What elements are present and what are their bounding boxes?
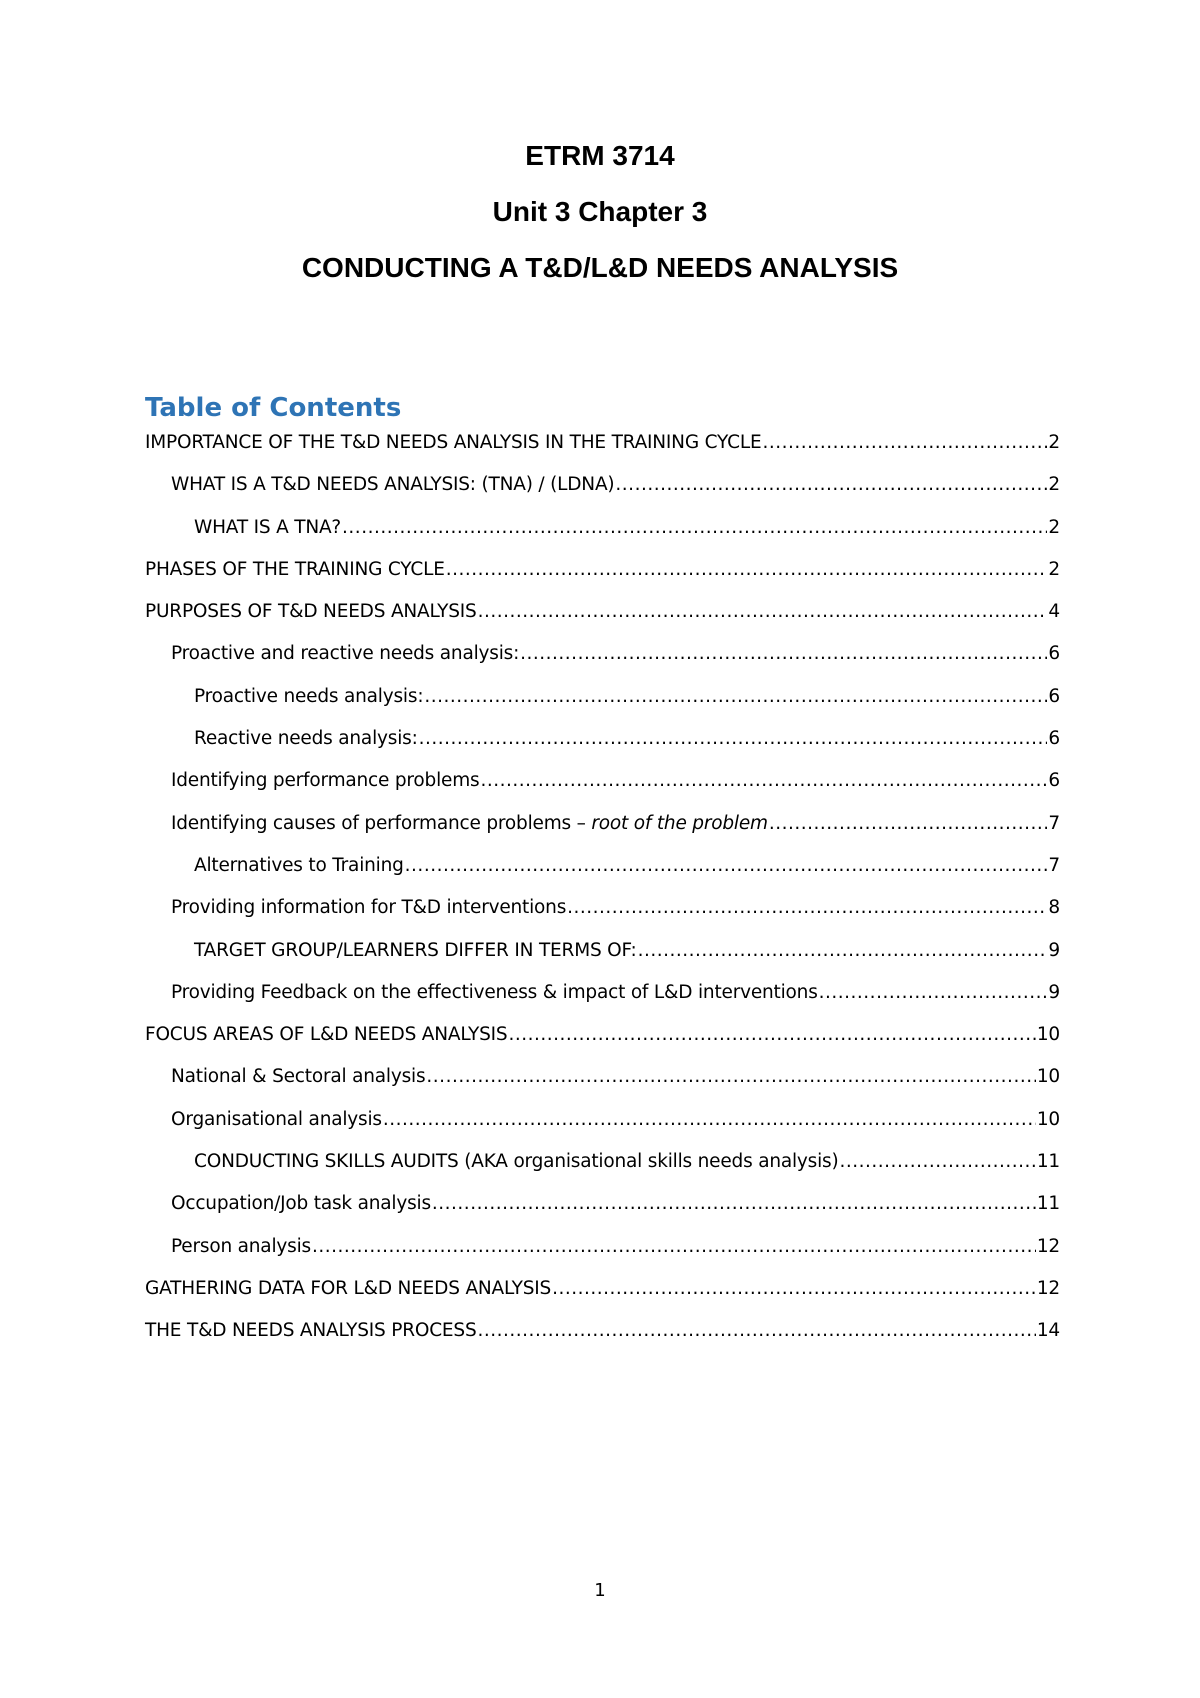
toc-page-number: 6 (1048, 685, 1060, 707)
toc-entry-label: GATHERING DATA FOR L&D NEEDS ANALYSIS (145, 1277, 552, 1299)
toc-entry[interactable] (145, 770, 1060, 812)
toc-page-number: 9 (1048, 981, 1060, 1003)
toc-page-number: 4 (1048, 601, 1060, 623)
toc-entry-text (171, 982, 818, 1003)
toc-dot-leader (840, 1151, 1036, 1172)
toc-page-number: 10 (1036, 1108, 1060, 1130)
toc-entry[interactable] (145, 1236, 1060, 1278)
toc-page-number: 14 (1036, 1320, 1060, 1342)
toc-dot-leader (312, 1236, 1036, 1257)
toc-entry-text (194, 940, 637, 961)
toc-entry[interactable] (145, 813, 1060, 855)
toc-entry-label: Proactive and reactive needs analysis: (171, 643, 520, 665)
toc-dot-leader (383, 1109, 1036, 1130)
toc-entry-text (194, 686, 423, 707)
toc-page-number: 6 (1048, 728, 1060, 750)
toc-entry[interactable] (145, 982, 1060, 1024)
toc-dot-leader (508, 1024, 1035, 1045)
toc-entry-text (194, 517, 341, 538)
table-of-contents (145, 432, 1060, 1363)
toc-entry-label: FOCUS AREAS OF L&D NEEDS ANALYSIS (145, 1024, 508, 1046)
toc-entry-label: TARGET GROUP/LEARNERS DIFFER IN TERMS OF: (194, 939, 637, 961)
toc-dot-leader (424, 686, 1047, 707)
toc-entry-label: National & Sectoral analysis (171, 1066, 426, 1088)
toc-entry-label: Providing information for T&D interventions (171, 897, 567, 919)
toc-entry-text (145, 559, 445, 580)
toc-page-number: 10 (1036, 1024, 1060, 1046)
toc-page-number: 2 (1048, 516, 1060, 538)
toc-dot-leader (615, 474, 1047, 495)
toc-dot-leader (552, 1278, 1036, 1299)
toc-entry[interactable] (145, 686, 1060, 728)
toc-dot-leader (405, 855, 1048, 876)
toc-entry[interactable] (145, 1320, 1060, 1362)
toc-entry[interactable] (145, 1193, 1060, 1235)
toc-dot-leader (480, 770, 1047, 791)
toc-entry-label: THE T&D NEEDS ANALYSIS PROCESS (145, 1320, 477, 1342)
toc-entry[interactable] (145, 1278, 1060, 1320)
toc-entry-text (171, 474, 614, 495)
toc-dot-leader (446, 559, 1048, 580)
document-title-block (0, 140, 1200, 308)
toc-entry-text (171, 1193, 431, 1214)
toc-entry-text (171, 643, 519, 664)
toc-dot-leader (426, 1066, 1035, 1087)
toc-entry[interactable] (145, 601, 1060, 643)
toc-entry[interactable] (145, 728, 1060, 770)
toc-page-number: 12 (1036, 1277, 1060, 1299)
toc-entry[interactable] (145, 474, 1060, 516)
toc-page-number: 9 (1048, 939, 1060, 961)
toc-entry[interactable] (145, 643, 1060, 685)
toc-dot-leader (478, 1320, 1036, 1341)
toc-entry[interactable] (145, 897, 1060, 939)
toc-entry[interactable] (145, 559, 1060, 601)
toc-page-number: 11 (1036, 1193, 1060, 1215)
toc-entry-text (145, 1320, 477, 1341)
toc-entry-text (145, 601, 477, 622)
toc-dot-leader (769, 813, 1048, 834)
toc-entry-text (194, 728, 418, 749)
toc-page-number: 7 (1048, 812, 1060, 834)
toc-page-number: 6 (1048, 770, 1060, 792)
toc-entry[interactable] (145, 517, 1060, 559)
toc-entry-label-italic: root of the problem (591, 812, 768, 834)
toc-dot-leader (567, 897, 1047, 918)
toc-entry-text (145, 1024, 507, 1045)
toc-page-number: 6 (1048, 643, 1060, 665)
toc-entry-label: Occupation/Job task analysis (171, 1193, 431, 1215)
toc-page-number: 2 (1048, 474, 1060, 496)
toc-entry-label: Organisational analysis (171, 1108, 382, 1130)
toc-page-number: 2 (1048, 432, 1060, 453)
toc-page-number: 10 (1036, 1066, 1060, 1088)
toc-page-number: 2 (1048, 558, 1060, 580)
toc-entry-text (171, 770, 479, 791)
toc-entry[interactable] (145, 940, 1060, 982)
toc-entry[interactable] (145, 432, 1060, 474)
toc-dot-leader (819, 982, 1048, 1003)
toc-dot-leader (638, 940, 1048, 961)
toc-entry-text (171, 1236, 311, 1257)
toc-entry[interactable] (145, 855, 1060, 897)
toc-entry-text (145, 1278, 551, 1299)
toc-entry-text (171, 1109, 382, 1130)
toc-entry-label: Reactive needs analysis: (194, 728, 418, 750)
toc-entry-label: CONDUCTING SKILLS AUDITS (AKA organisational skills needs analysis) (194, 1151, 839, 1173)
toc-heading: Table of Contents (145, 393, 402, 423)
toc-entry-text (145, 432, 761, 453)
course-code: ETRM 3714 (525, 140, 675, 171)
toc-dot-leader (432, 1193, 1036, 1214)
toc-page-number: 12 (1036, 1235, 1060, 1257)
toc-dot-leader (762, 432, 1047, 453)
toc-page-number: 8 (1048, 897, 1060, 919)
unit-chapter: Unit 3 Chapter 3 (492, 196, 708, 227)
toc-entry-label: Identifying causes of performance problems – (171, 812, 592, 834)
toc-entry[interactable] (145, 1109, 1060, 1151)
toc-entry-label: Proactive needs analysis: (194, 685, 424, 707)
toc-entry-text (171, 813, 768, 834)
page-number: 1 (594, 1580, 606, 1601)
toc-entry[interactable] (145, 1066, 1060, 1108)
toc-entry-label: Identifying performance problems (171, 770, 480, 792)
toc-entry-text (194, 855, 404, 876)
toc-entry-label: PHASES OF THE TRAINING CYCLE (145, 558, 445, 580)
toc-entry-label: Alternatives to Training (194, 854, 404, 876)
toc-entry-text (171, 897, 566, 918)
toc-entry-text (171, 1066, 425, 1087)
toc-entry-label: WHAT IS A T&D NEEDS ANALYSIS: (TNA) / (LDNA) (171, 474, 615, 496)
toc-page-number: 11 (1036, 1151, 1060, 1173)
toc-entry-text (194, 1151, 839, 1172)
toc-dot-leader (520, 643, 1047, 664)
toc-entry-label: IMPORTANCE OF THE T&D NEEDS ANALYSIS IN THE TRAINING CYCLE (145, 432, 762, 453)
toc-page-number: 7 (1048, 854, 1060, 876)
toc-entry[interactable] (145, 1024, 1060, 1066)
toc-entry-label: WHAT IS A TNA? (194, 516, 342, 538)
document-title: CONDUCTING A T&D/L&D NEEDS ANALYSIS (301, 252, 899, 283)
toc-entry-label: PURPOSES OF T&D NEEDS ANALYSIS (145, 601, 477, 623)
toc-dot-leader (419, 728, 1048, 749)
toc-entry-label: Person analysis (171, 1235, 311, 1257)
toc-entry[interactable] (145, 1151, 1060, 1193)
toc-dot-leader (342, 517, 1047, 538)
toc-entry-label: Providing Feedback on the effectiveness & impact of L&D interventions (171, 981, 818, 1003)
toc-dot-leader (478, 601, 1048, 622)
